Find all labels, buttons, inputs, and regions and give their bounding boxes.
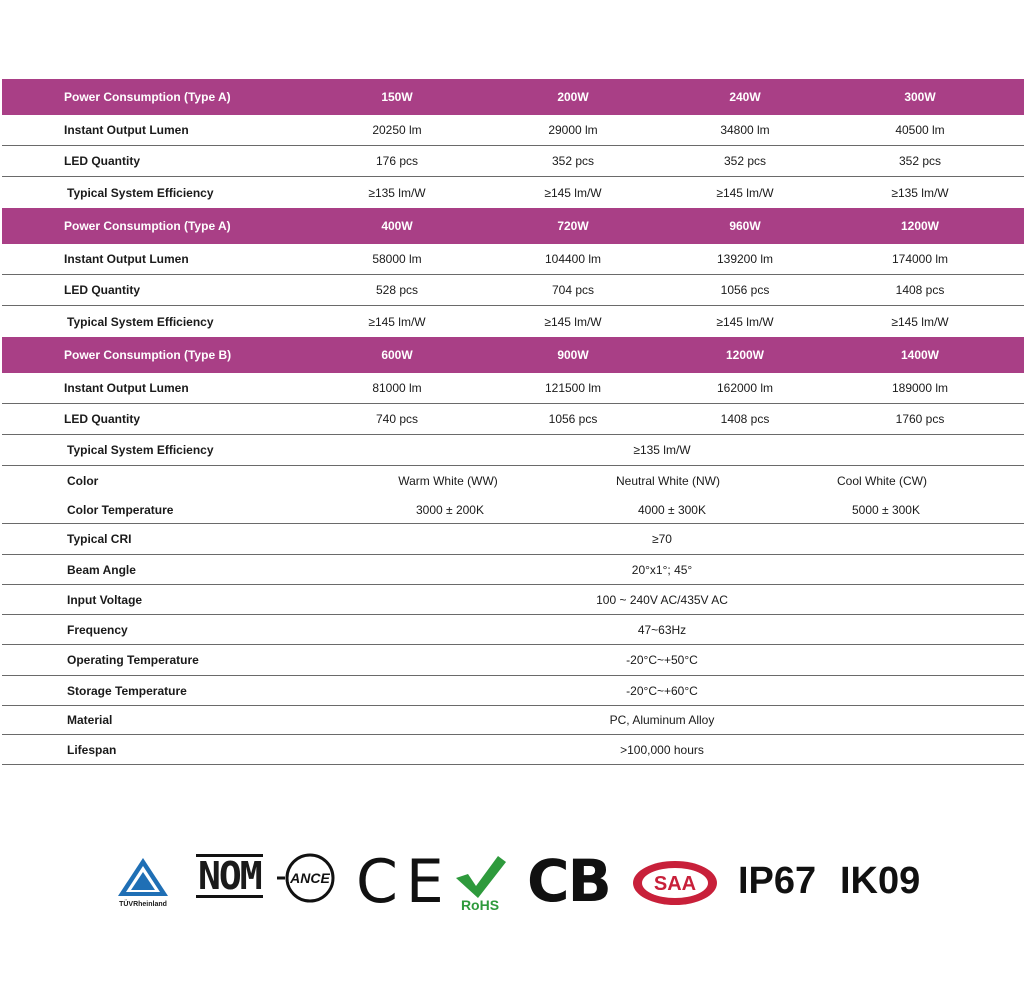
ik09-label: IK09 bbox=[840, 860, 921, 902]
value-cell: -20°C~+60°C bbox=[626, 683, 698, 698]
tuv-text: TÜVRheinland bbox=[119, 901, 167, 908]
watt-cell: 1400W bbox=[900, 348, 940, 362]
value-cell: 352 pcs bbox=[551, 154, 595, 168]
row-label: Input Voltage bbox=[67, 592, 143, 607]
value-cell: Neutral White (NW) bbox=[615, 474, 721, 488]
row-label: Typical System Efficiency bbox=[67, 185, 214, 200]
header-row-type-a-2 bbox=[2, 208, 1024, 244]
value-cell: 1408 pcs bbox=[895, 283, 945, 297]
value-cell: 189000 lm bbox=[891, 381, 949, 395]
value-cell: 139200 lm bbox=[716, 252, 774, 266]
beam-angle-row bbox=[2, 555, 1024, 585]
value-cell: ≥145 lm/W bbox=[368, 314, 426, 329]
value-cell: 1760 pcs bbox=[895, 412, 945, 426]
rohs-logo bbox=[452, 852, 508, 912]
watt-cell: 720W bbox=[557, 219, 589, 233]
value-cell: ≥145 lm/W bbox=[891, 314, 949, 329]
value-cell: 174000 lm bbox=[891, 252, 949, 266]
lumen-row bbox=[2, 373, 1024, 404]
value-cell: >100,000 hours bbox=[620, 742, 704, 757]
color-temperature-row bbox=[2, 496, 1024, 524]
value-cell: 352 pcs bbox=[898, 154, 942, 168]
header-row-type-a-1 bbox=[2, 79, 1024, 115]
value-cell: ≥135 lm/W bbox=[891, 185, 949, 200]
led-row bbox=[2, 404, 1024, 435]
efficiency-row bbox=[2, 306, 1024, 337]
nom-logo: NOM bbox=[198, 854, 261, 898]
value-cell: -20°C~+50°C bbox=[626, 653, 698, 667]
value-cell: 104400 lm bbox=[544, 252, 602, 266]
value-cell: 1056 pcs bbox=[720, 283, 770, 297]
storage-temperature-row bbox=[2, 676, 1024, 706]
led-row bbox=[2, 275, 1024, 306]
rohs-check-icon bbox=[452, 852, 508, 912]
row-label: Instant Output Lumen bbox=[64, 123, 189, 137]
efficiency-row bbox=[2, 435, 1024, 466]
value-cell: ≥70 bbox=[652, 532, 672, 546]
value-cell: 34800 lm bbox=[720, 123, 770, 137]
value-cell: Cool White (CW) bbox=[836, 474, 928, 488]
color-row bbox=[2, 466, 1024, 496]
ance-logo bbox=[277, 850, 337, 906]
value-cell: ≥135 lm/W bbox=[368, 185, 426, 200]
saa-oval-icon bbox=[630, 858, 720, 908]
value-cell: 352 pcs bbox=[723, 154, 767, 168]
row-label: Instant Output Lumen bbox=[64, 252, 189, 266]
watt-cell: 300W bbox=[904, 90, 936, 104]
value-cell: ≥145 lm/W bbox=[544, 314, 602, 329]
rohs-text: RoHS bbox=[460, 897, 500, 912]
row-label: Storage Temperature bbox=[67, 683, 187, 698]
watt-cell: 600W bbox=[381, 348, 413, 362]
value-cell: ≥145 lm/W bbox=[716, 185, 774, 200]
watt-cell: 900W bbox=[557, 348, 589, 362]
value-cell: 3000 ± 200K bbox=[416, 502, 484, 517]
efficiency-row bbox=[2, 177, 1024, 208]
row-label: Beam Angle bbox=[67, 562, 136, 577]
value-cell: 5000 ± 300K bbox=[852, 502, 920, 517]
row-label: LED Quantity bbox=[64, 412, 141, 426]
watt-cell: 240W bbox=[729, 90, 761, 104]
row-label: Color Temperature bbox=[67, 502, 174, 517]
row-label: LED Quantity bbox=[64, 283, 141, 297]
watt-cell: 1200W bbox=[900, 219, 940, 233]
watt-cell: 150W bbox=[381, 90, 413, 104]
row-label: Power Consumption (Type B) bbox=[64, 348, 232, 362]
row-label: Instant Output Lumen bbox=[64, 381, 189, 395]
frequency-row bbox=[2, 615, 1024, 645]
value-cell: Warm White (WW) bbox=[398, 474, 498, 488]
row-label: Typical System Efficiency bbox=[67, 314, 214, 329]
value-cell: ≥145 lm/W bbox=[544, 185, 602, 200]
certification-logos bbox=[0, 847, 1024, 920]
ip67-label: IP67 bbox=[738, 860, 817, 902]
value-cell: 29000 lm bbox=[548, 123, 598, 137]
row-label: Power Consumption (Type A) bbox=[64, 219, 231, 233]
value-cell: ≥145 lm/W bbox=[716, 314, 774, 329]
watt-cell: 200W bbox=[557, 90, 589, 104]
value-cell: 20250 lm bbox=[372, 123, 422, 137]
watt-cell: 960W bbox=[729, 219, 761, 233]
header-row-type-b bbox=[2, 337, 1024, 373]
value-cell: ≥135 lm/W bbox=[633, 443, 691, 457]
value-cell: 58000 lm bbox=[372, 252, 422, 266]
value-cell: 121500 lm bbox=[544, 381, 602, 395]
value-cell: 81000 lm bbox=[372, 381, 422, 395]
row-label: Typical System Efficiency bbox=[67, 443, 214, 457]
value-cell: 1056 pcs bbox=[548, 412, 598, 426]
tuv-triangle-icon bbox=[112, 856, 174, 900]
value-cell: 528 pcs bbox=[375, 283, 419, 297]
value-cell: 100 ~ 240V AC/435V AC bbox=[596, 592, 728, 607]
value-cell: 162000 lm bbox=[716, 381, 774, 395]
lumen-row bbox=[2, 115, 1024, 146]
saa-text: SAA bbox=[653, 873, 697, 895]
watt-cell: 400W bbox=[381, 219, 413, 233]
row-label: Power Consumption (Type A) bbox=[64, 90, 231, 104]
row-label: Color bbox=[67, 474, 99, 488]
cb-logo: CB bbox=[527, 847, 610, 915]
value-cell: 20°x1°; 45° bbox=[631, 562, 693, 577]
value-cell: 740 pcs bbox=[375, 412, 419, 426]
value-cell: 4000 ± 300K bbox=[638, 502, 706, 517]
value-cell: 40500 lm bbox=[895, 123, 945, 137]
lumen-row bbox=[2, 244, 1024, 275]
row-label: Lifespan bbox=[67, 742, 117, 757]
row-label: Frequency bbox=[67, 622, 128, 637]
saa-logo bbox=[630, 858, 720, 908]
material-row bbox=[2, 706, 1024, 735]
ance-text: ANCE bbox=[290, 870, 330, 886]
row-label: Material bbox=[67, 713, 113, 727]
cri-row bbox=[2, 524, 1024, 555]
ance-circle-icon bbox=[277, 850, 337, 906]
value-cell: 47~63Hz bbox=[637, 622, 687, 637]
tuv-logo bbox=[112, 856, 174, 908]
row-label: LED Quantity bbox=[64, 154, 141, 168]
value-cell: 704 pcs bbox=[551, 283, 595, 297]
value-cell: PC, Aluminum Alloy bbox=[609, 713, 715, 727]
value-cell: 1408 pcs bbox=[720, 412, 770, 426]
operating-temperature-row bbox=[2, 645, 1024, 676]
watt-cell: 1200W bbox=[725, 348, 765, 362]
ce-logo: CE bbox=[356, 847, 452, 917]
row-label: Typical CRI bbox=[67, 532, 132, 546]
row-label: Operating Temperature bbox=[67, 653, 199, 667]
input-voltage-row bbox=[2, 585, 1024, 615]
lifespan-row bbox=[2, 735, 1024, 765]
led-row bbox=[2, 146, 1024, 177]
spec-table bbox=[2, 79, 1024, 765]
value-cell: 176 pcs bbox=[375, 154, 419, 168]
